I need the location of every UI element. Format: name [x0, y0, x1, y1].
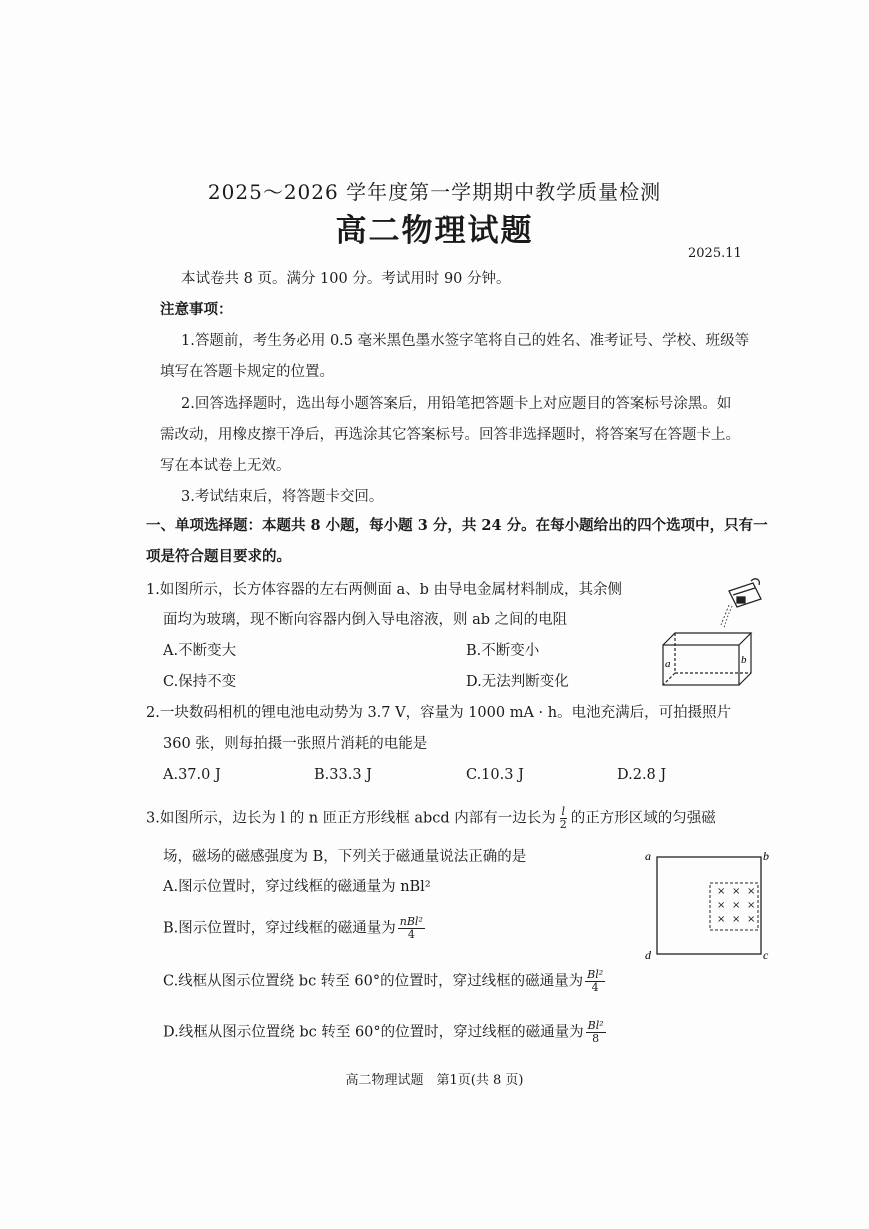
q3-stem-line1	[146, 806, 716, 831]
fraction-numerator: Bl²	[587, 1019, 604, 1032]
q3-fig-label-a: a	[645, 849, 651, 863]
q1-option-d: D.无法判断变化	[466, 674, 569, 690]
note-1-line2: 填写在答题卡规定的位置。	[160, 364, 334, 380]
q3-option-b	[163, 916, 427, 941]
intro-text: 本试卷共 8 页。满分 100 分。考试用时 90 分钟。	[181, 271, 511, 287]
magnetic-field-cross: ×	[747, 900, 756, 911]
q3-option-c-fraction	[585, 969, 605, 994]
q3-option-c-text: C.线框从图示位置绕 bc 转至 60°的位置时，穿过线框的磁通量为	[163, 973, 584, 990]
q2-option-b: B.33.3 J	[314, 767, 372, 783]
q1-container-figure	[655, 575, 765, 690]
magnetic-field-cross: ×	[732, 900, 741, 911]
section-1-line2: 项是符合题目要求的。	[146, 548, 291, 565]
q3-option-a: A.图示位置时，穿过线框的磁通量为 nBl²	[163, 879, 431, 895]
fraction-denominator: 2	[559, 818, 567, 831]
q3-fig-label-c: c	[763, 948, 769, 962]
note-2-line1: 2.回答选择题时，选出每小题答案后，用铅笔把答题卡上对应题目的答案标号涂黑。如	[181, 396, 732, 412]
exam-subtitle: 2025～2026 学年度第一学期期中教学质量检测	[207, 180, 662, 204]
fraction-numerator: nBl²	[399, 915, 423, 928]
page-footer: 高二物理试题 第1页(共 8 页)	[345, 1073, 524, 1088]
magnetic-field-cross: ×	[747, 886, 756, 897]
fraction-numerator: l	[561, 805, 566, 818]
q1-stem-line2: 面均为玻璃，现不断向容器内倒入导电溶液，则 ab 之间的电阻	[163, 612, 568, 628]
q2-option-d: D.2.8 J	[617, 767, 667, 783]
note-2-line3: 写在本试卷上无效。	[160, 458, 291, 474]
q3-option-c	[163, 969, 607, 994]
magnetic-field-cross: ×	[732, 886, 741, 897]
fraction-denominator: 4	[591, 981, 599, 994]
q3-option-d	[163, 1020, 608, 1045]
magnetic-field-cross: ×	[717, 914, 726, 925]
q2-option-c: C.10.3 J	[466, 767, 524, 783]
fraction-denominator: 8	[592, 1032, 600, 1045]
q3-option-b-text: B.图示位置时，穿过线框的磁通量为	[163, 920, 396, 937]
pouring-beaker-icon	[729, 579, 761, 607]
exam-title: 高二物理试题	[335, 213, 534, 249]
q3-half-l-fraction	[558, 806, 569, 831]
note-3: 3.考试结束后，将答题卡交回。	[181, 489, 384, 505]
q1-option-b: B.不断变小	[466, 643, 540, 659]
q3-fig-label-b: b	[763, 849, 769, 863]
q1-option-c: C.保持不变	[163, 674, 237, 690]
q3-coil-figure	[640, 845, 775, 965]
q3-option-d-text: D.线框从图示位置绕 bc 转至 60°的位置时，穿过线框的磁通量为	[163, 1024, 584, 1041]
note-1-line1: 1.答题前，考生务必用 0.5 毫米黑色墨水签字笔将自己的姓名、准考证号、学校、班级等	[181, 333, 750, 349]
q2-stem-line1: 2.一块数码相机的锂电池电动势为 3.7 V，容量为 1000 mA · h。电池充满后，可拍摄照片	[146, 705, 732, 721]
magnetic-field-cross: ×	[732, 914, 741, 925]
q3-stem-line2: 场，磁场的磁感强度为 B，下列关于磁通量说法正确的是	[163, 849, 527, 865]
q2-stem-line2: 360 张，则每拍摄一张照片消耗的电能是	[163, 736, 428, 752]
q1-stem-line1: 1.如图所示，长方体容器的左右两侧面 a、b 由导电金属材料制成，其余侧	[146, 582, 622, 598]
notes-heading: 注意事项：	[160, 301, 233, 318]
q3-option-d-fraction	[586, 1020, 606, 1045]
q3-fig-label-d: d	[645, 948, 651, 962]
q3-stem-line1-post: 的正方形区域的匀强磁	[570, 810, 716, 827]
exam-date: 2025.11	[688, 246, 742, 261]
section-1-line1: 一、单项选择题：本题共 8 小题，每小题 3 分，共 24 分。在每小题给出的四个选项中，只有一	[146, 517, 768, 534]
q1-fig-label-a: a	[665, 658, 671, 670]
q3-option-b-fraction	[398, 916, 425, 941]
q2-option-a: A.37.0 J	[163, 767, 221, 783]
q1-option-a: A.不断变大	[163, 643, 237, 659]
q3-stem-line1-pre: 3.如图所示，边长为 l 的 n 匝正方形线框 abcd 内部有一边长为	[146, 810, 556, 827]
magnetic-field-cross: ×	[717, 900, 726, 911]
fraction-denominator: 4	[407, 928, 415, 941]
magnetic-field-cross: ×	[747, 914, 756, 925]
fraction-numerator: Bl²	[587, 968, 604, 981]
note-2-line2: 需改动，用橡皮擦干净后，再选涂其它答案标号。回答非选择题时，将答案写在答题卡上。	[160, 427, 740, 443]
q1-fig-label-b: b	[741, 654, 747, 666]
magnetic-field-cross: ×	[717, 886, 726, 897]
